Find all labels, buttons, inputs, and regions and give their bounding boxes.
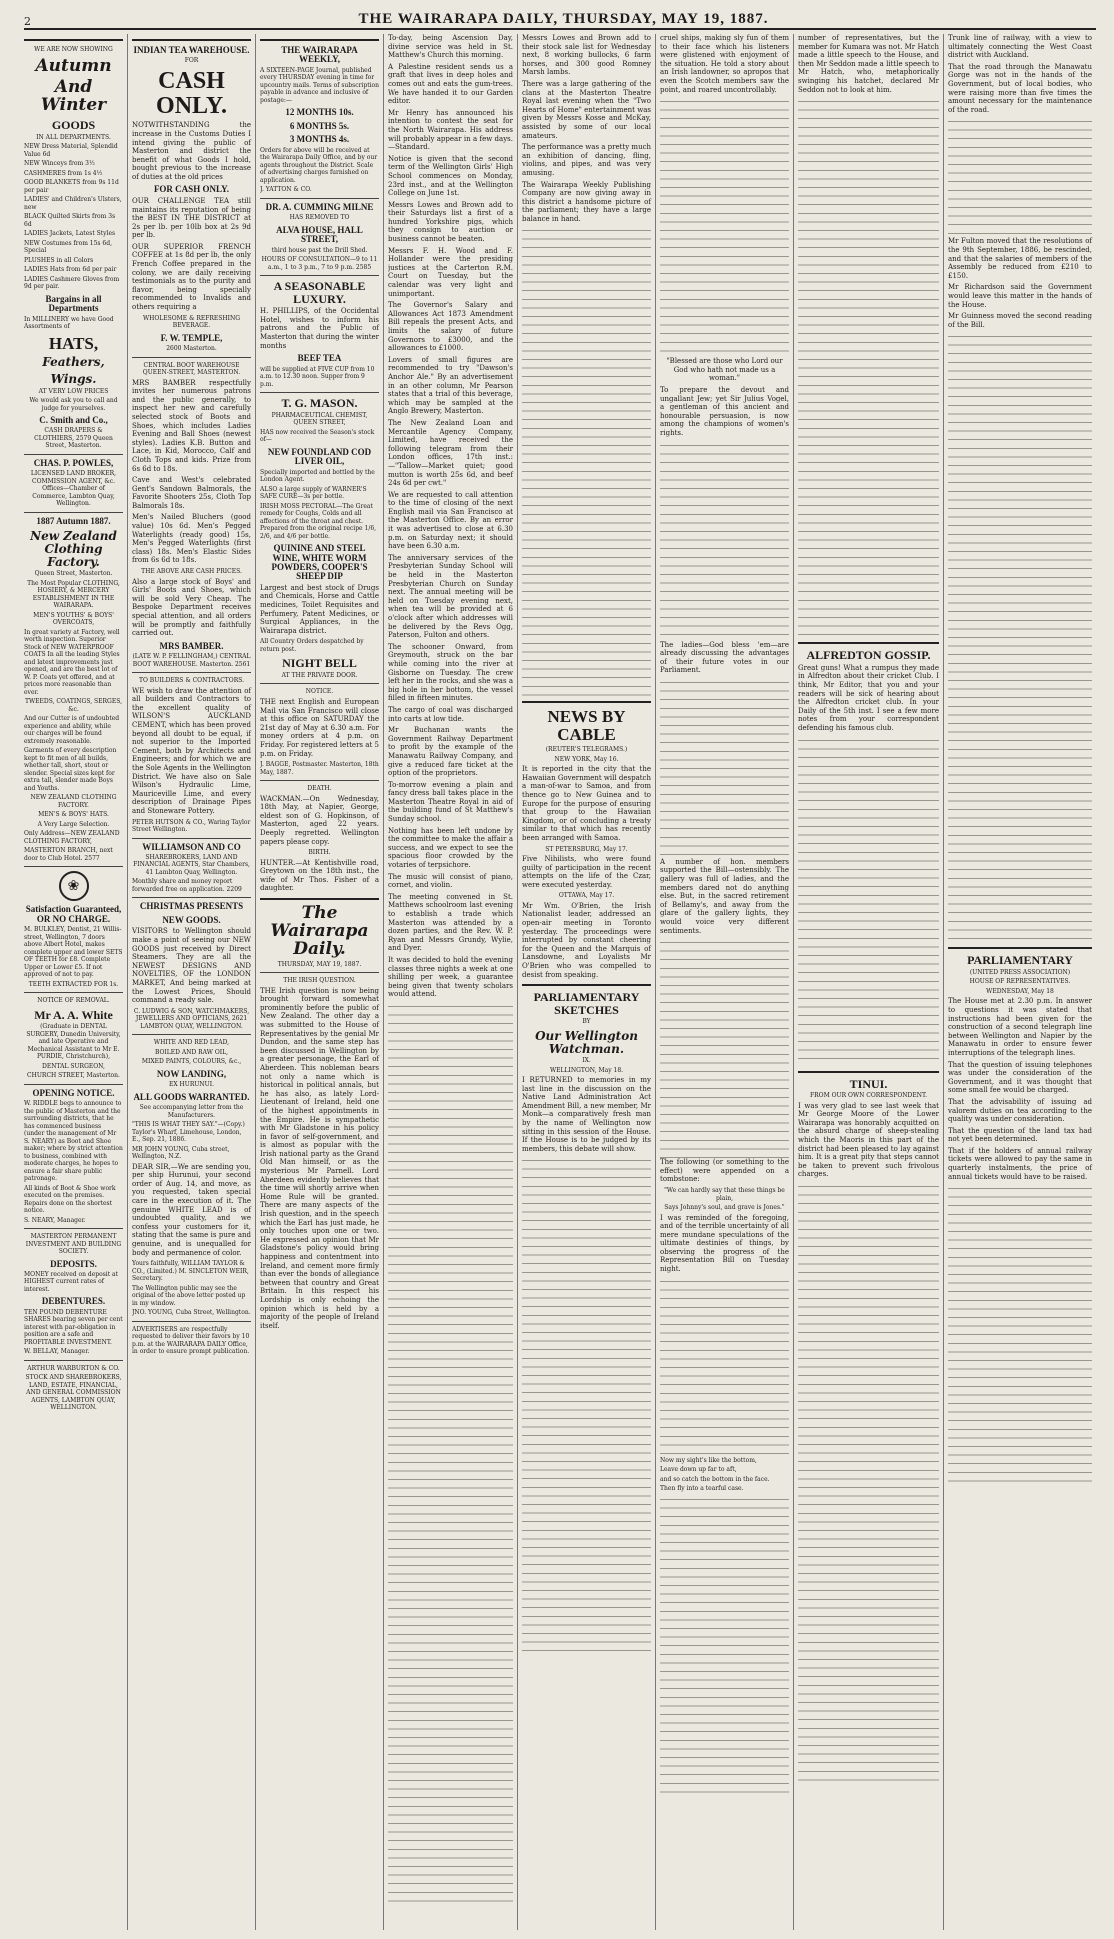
sketch-e: number of representatives, but the member for Kumara was not. Mr Hatch made a little speech to the House, and then Mr Seddon made a little speech to Mr Hatch, who, metaphorically swinging his hatchet, declared Mr Seddon not to look at him. <box>798 34 939 94</box>
ad-bargains: Bargains in all Departments <box>45 293 102 314</box>
column-6 <box>660 34 794 1930</box>
ad-goods: GOODS <box>51 118 96 133</box>
ad-tweeds: TWEEDS, COATINGS, SERGES, &c. <box>24 698 123 713</box>
news-music: The music will consist of piano, cornet, and violin. <box>388 872 513 890</box>
ad-milne: DR. A. CUMMING MILNE <box>265 201 374 212</box>
ad-cod-liver: NEW FOUNDLAND COD LIVER OIL, <box>267 446 372 467</box>
ad-autumn-1887: 1887 Autumn 1887. <box>36 515 111 526</box>
sketches-number: IX. <box>582 1057 591 1065</box>
ad-christmas: CHRISTMAS PRESENTS <box>139 901 244 912</box>
text-continuation <box>388 1002 513 1902</box>
parl-richardson: Mr Richardson said the Government would leave this matter in the hands of the House. <box>948 283 1092 309</box>
text-continuation <box>660 938 789 1158</box>
divider <box>24 866 123 867</box>
seal-icon: ❀ <box>59 871 89 901</box>
ad-6-months: 6 MONTHS 5s. <box>289 120 350 131</box>
ad-weekly: THE WAIRARAPA WEEKLY, <box>281 45 358 65</box>
divider <box>24 454 123 455</box>
ad-temple: F. W. TEMPLE, <box>160 332 223 343</box>
news-palestine: A Palestine resident sends us a graft that lives in deep holes and comes out and eats the gum-trees. We have handed it to our Garden editor. <box>388 62 513 106</box>
ad-clothing-body: In great variety at Factory, well worth inspection. Superior Stock of NEW WATERPROOF COATS In all the leading Styles and latest improvements just opened, and are the best lot of W. P. Coats yet offered, and at prices more reasonable than ever. <box>24 628 120 696</box>
parl-press: (UNITED PRESS ASSOCIATION) <box>969 968 1071 976</box>
ad-hurunui: EX HURUNUI. <box>168 1081 214 1089</box>
ad-bamber-sub: (LATE W. P. FELLINGHAM,) CENTRAL BOOT WAREHOUSE. Masterton. 2561 <box>132 653 251 668</box>
sketches-body: I RETURNED to memories in my last line in the discussion on the Native Land Administration Act Amendment Bill, a new member, Mr Monk—a comparatively fresh man by the name of Wellington now sitting in this session of the House. If the House is to be judged by its members, this debate will show. <box>522 1076 651 1153</box>
text-continuation <box>948 332 1092 942</box>
editorial-body: THE Irish question is now being brought forward somewhat prominently before the public of New Zealand. The other day a was submitted to the House of Representatives by the genial Mr Dundon, and the same step has been discussed in Wellington by a greater personage, the Earl of Aberdeen. This nobleman bears not only a name which is historical in political annals, but he has also, as lately Lord-Lieutenant of Ireland, held one of the highest appointments in the Empire. He is sympathetic with Mr Gladstone in his policy in favor of self-government, and is almost as popular with the Irish national party as the Grand Old Man himself, or as the mysterious Mr Parnell. Lord Aberdeen evidently believes that the time will shortly arrive when Home Rule will be granted. There are many aspects of the Irish question, and in the speech which the Earl has just made, he only touches upon one or two. He expressed an opinion that Mr Gladstone's policy would bring happiness and contentment into Ireland, and cement more firmly than ever the bonds of allegiance between that country and Great Britain. In this respect his Lordship is only echoing the opinion which is held by a majority of the people of Ireland itself. <box>260 986 379 1330</box>
cable-ottawa-date: OTTAWA, May 17. <box>558 892 615 900</box>
ad-warner: ALSO a large supply of WARNER'S SAFE CURE—3s per bottle. <box>260 485 367 501</box>
ad-hours: HOURS OF CONSULTATION—9 to 11 a.m., 1 to 3 p.m., 7 to 9 p.m. 2585 <box>261 256 378 271</box>
ad-heading: WE ARE NOW SHOWING <box>34 46 113 53</box>
ad-builders-text: WE wish to draw the attention of all builders and Contractors to the excellent quality of WILSON'S AUCKLAND CEMENT, which has been proved beyond all doubt to be equal, if not superior to the Imported Cement, both by Architects and Engineers; and for which we are the Sole Agents in the Wellington District. We have also on Sale Wilson's Hydraulic Lime, Mauriceville Lime, and every description of Drainage Pipes and Stoneware Pottery. <box>132 686 251 815</box>
ad-call: We would ask you to call and judge for yourselves. <box>29 397 118 412</box>
ad-temple-sub: 2600 Masterton. <box>166 345 217 353</box>
notice-heading: NOTICE. <box>305 688 334 696</box>
paper-title: THE WAIRARAPA DAILY, THURSDAY, MAY 19, 1887. <box>358 11 769 27</box>
parl-heading: PARLIAMENTARY <box>967 953 1073 968</box>
divider <box>522 701 651 703</box>
masthead <box>24 6 1096 30</box>
sketch-poem-2: Leave down up far to aft, <box>660 1466 737 1474</box>
column-7 <box>798 34 944 1930</box>
divider <box>260 39 379 41</box>
news-stirling: The performance was a pretty much an exhibition of dancing, fling, violins, and pipes, and was very amusing. <box>522 143 652 177</box>
text-continuation <box>948 1184 1092 1484</box>
ad-powles: CHAS. P. POWLES, <box>33 457 114 468</box>
divider <box>260 683 379 684</box>
cable-ny-text: It is reported in the city that the Hawaiian Government will despatch a man-of-war to Samoa, and from thence go to New Guinea and to Europe for the purpose of ensuring that group to the Hawaiian Kingdom, or of concluding a treaty similar to that which has recently been arranged with Samoa. <box>522 765 651 842</box>
news-hollander: Messrs F. H. Wood and F. Hollander were the presiding justices at the Carterton R.M. Court on Tuesday, but the calendar was very light and unimportant. <box>388 246 513 298</box>
ad-cod-liver-sub: Specially imported and bottled by the London Agent. <box>260 468 375 484</box>
ad-warburton: ARTHUR WARBURTON & CO. <box>27 1364 120 1372</box>
ad-order-dept: And our Cutter is of undoubted experience and ability, while our charges will be found extremely reasonable. <box>24 715 120 745</box>
ad-removal: NOTICE OF REMOVAL. <box>37 997 110 1004</box>
ad-12-months: 12 MONTHS 10s. <box>285 107 354 118</box>
ad-deposits: DEPOSITS. <box>50 1258 97 1269</box>
ad-church: CHURCH STREET, Masterton. <box>27 1072 120 1080</box>
parl-house: HOUSE OF REPRESENTATIVES. <box>969 978 1071 986</box>
ad-winter: And Winter <box>40 77 107 116</box>
ad-warburton-sub: STOCK AND SHAREBROKERS, LAND, ESTATE, FINANCIAL, AND GENERAL COMMISSION AGENTS, LAMBTON QUAY, WELLINGTON. <box>25 1374 122 1412</box>
parl-house-body: The House met at 2.30 p.m. In answer to questions it was stated that instructions had been given for the construction of a second telegraph line between Wellington and Napier by the Manawatu in order to ensure fewer interruptions of the telegraph lines. <box>948 997 1092 1057</box>
column-8 <box>948 34 1096 1930</box>
divider <box>132 838 251 839</box>
birth-heading: BIRTH. <box>308 849 331 857</box>
news-masonic: Messrs Lowes and Brown add to their Saturdays list a first of a hundred Yorkshire pigs, which they consign to auction or business cannot be beaten. <box>388 200 513 244</box>
text-continuation <box>660 97 789 357</box>
divider <box>24 512 123 513</box>
sketch-poem-3: and so catch the bottom in the face. <box>660 1475 770 1483</box>
ad-wellington-public: The Wellington public may see the original of the above letter posted up in my window. <box>132 1284 246 1307</box>
cable-stp-date: ST PETERSBURG, May 17. <box>545 845 628 853</box>
ad-largest-stock: Largest and best stock of Drugs and Chemicals, Horse and Cattle medicines, Toilet Requisites and Perfumery, Patent Medicines, or Surgical Appliances, in the Wairarapa district. <box>260 583 379 635</box>
ad-nz-clothing-co: NEW ZEALAND CLOTHING FACTORY. <box>30 794 117 809</box>
sketch-d: I was reminded of the foregoing, and of the terrible uncertainty of all mere mundane speculations of the ultimate destinies of things, by observing the progress of the Representation Bill on Tuesday night. <box>660 1213 789 1274</box>
ad-hats: HATS, <box>48 333 99 353</box>
ad-pharm: PHARMACEUTICAL CHEMIST, QUEEN STREET, <box>271 411 368 427</box>
parl-bruce: That the advisability of issuing ad valorem duties on tea according to the quality was under consideration. <box>948 1097 1092 1124</box>
sketch-poem-1: Now my sight's like the bottom, <box>660 1456 757 1464</box>
ad-central-boot: CENTRAL BOOT WAREHOUSE QUEEN-STREET, MASTERTON. <box>142 361 241 377</box>
divider <box>948 947 1092 949</box>
news-buchanan: Mr Buchanan wants the Government Railway Department to profit by the example of the Manawatu Railway Company, and give a reduced fare ticket at the option of the proprietors. <box>388 726 513 778</box>
ad-debentures-text: TEN POUND DEBENTURE SHARES bearing seven per cent interest with par-obligation in position are a safe and PROFITABLE INVESTMENT. <box>24 1308 123 1346</box>
ad-satisfaction: Satisfaction Guaranteed, OR NO CHARGE. <box>25 904 122 924</box>
cable-ny-date: NEW YORK, May 16. <box>554 755 619 763</box>
ad-front-door: AT THE PRIVATE DOOR. <box>281 671 358 679</box>
divider <box>522 984 651 986</box>
ad-repairs: All kinds of Boot & Shoe work executed on the premises. Repairs done on the shortest notice. <box>24 1184 116 1215</box>
ad-warranted: ALL GOODS WARRANTED. <box>133 1091 250 1102</box>
sketches-heading: PARLIAMENTARY SKETCHES <box>533 990 640 1017</box>
gossip-heading: ALFREDTON GOSSIP. <box>806 648 931 663</box>
notice-bagge: J. BAGGE, Postmaster. Masterton, 18th May, 1887. <box>260 761 379 776</box>
divider <box>260 972 379 973</box>
sketch-ladies: The ladies—God bless 'em—are already discussing the advantages of their future votes in our Parliament. <box>660 640 789 675</box>
parl-manawatu: That the road through the Manawatu Gorge was not in the hands of the Government, but of local bodies, who were raising more than five times the amount necessary for the maintenance of the road. <box>948 62 1092 114</box>
goods-list-2: CASHMERES from 1s 4½ <box>24 169 103 177</box>
text-continuation <box>660 678 789 858</box>
news-anniversary: The anniversary services of the Presbyterian Sunday School will be held in the Masterton Presbyterian Church on Sunday next. The annual meeting will be held on Tuesday evening next, when tea will be provided at 6 o'clock after which addresses will be delivered by the Revs Ogg, Paterson, Fulton and others. <box>388 553 513 640</box>
ad-jno-young: JNO. YOUNG, Cuba Street, Wellington. <box>132 1309 251 1317</box>
column-3 <box>260 34 384 1930</box>
divider <box>24 1084 123 1085</box>
ad-opening: OPENING NOTICE. <box>32 1087 115 1098</box>
ad-for-cash: FOR CASH ONLY. <box>153 184 230 195</box>
ad-williamson: WILLIAMSON AND CO <box>142 841 241 852</box>
divider <box>24 992 123 993</box>
ad-williamson-text: Monthly share and money report forwarded free on application. 2209 <box>132 878 242 893</box>
ad-bamber-body: Also a large stock of Boys' and Girls' Boots and Shoes, which will be sold Very Cheap. The Bespoke Department receives special attention, and all orders will be promptly and faithfully carried out. <box>132 577 251 638</box>
divider <box>132 1321 251 1322</box>
ad-visitors: VISITORS to Wellington should make a point of seeing our NEW GOODS just received by Direct Steamers. They are all the NEWEST DESIGNS AND NOVELTIES, OF the LONDON MARKET, And being marked at the Lowest Prices, Should command a ready sale. <box>132 927 251 1005</box>
news-cargo: The cargo of coal was discharged into carts at low tide. <box>388 705 513 723</box>
ad-yatton: J. YATTON & CO. <box>260 186 312 194</box>
ad-feathers: Feathers, <box>42 355 105 370</box>
divider <box>24 1228 123 1229</box>
column-2 <box>132 34 256 1930</box>
divider <box>132 39 251 41</box>
divider <box>798 642 939 644</box>
tinui-heading: TINUI. <box>849 1076 888 1091</box>
parl-tariff: That the question of the land tax had not yet been determined. <box>948 1126 1092 1144</box>
cable-source: (REUTER'S TELEGRAMS.) <box>545 746 628 754</box>
ad-boys-hats: MEN'S & BOYS' HATS. <box>38 811 109 819</box>
tinui-body: I was very glad to see last week that Mr George Moore of the Lower Wairarapa was honorably acquitted on the absurd charge of sheep-stealing which the Maoris in this part of the district had been pleased to lay against him. It is a great pity that steps cannot be taken to prevent such frivolous charges. <box>798 1101 939 1179</box>
news-schooner: The schooner Onward, from Greymouth, struck on the bar while coming into the river at Gisborne on Tuesday. The crew left her in the rocks, and she was a big hole in her bottom, the vessel filled in fifteen minutes. <box>388 642 513 703</box>
ad-yours: Yours faithfully, WILLIAM TAYLOR & CO., (Limited.) M. SINCLETON WEIR, Secretary. <box>132 1260 249 1283</box>
ad-smith-sub: CASH DRAPERS & CLOTHIERS, 2579 Queen Street, Masterton. <box>34 427 113 450</box>
cable-heading: NEWS BY CABLE <box>547 707 626 745</box>
divider <box>260 198 379 199</box>
goods-list-8: PLUSHES in all Colors <box>24 256 94 264</box>
cable-stp-text: Five Nihilists, who were found guilty of participation in the recent attempts on the life of the Czar, were executed yesterday. <box>522 855 651 889</box>
divider <box>132 357 251 358</box>
ad-testimony: See accompanying letter from the Manufacturers. <box>139 1104 244 1119</box>
ad-powles-sub: LICENSED LAND BROKER, COMMISSION AGENT, &c. Offices—Chamber of Commerce, Lambton Quay, Wellington. <box>30 470 117 508</box>
ad-bank: MASTERTON PERMANENT INVESTMENT AND BUILDING SOCIETY. <box>25 1233 122 1256</box>
ad-beef-tea: BEEF TEA <box>297 353 342 364</box>
ad-white-lead: WHITE AND RED LEAD, <box>153 1039 230 1047</box>
ad-country-orders: All Country Orders despatched by return post. <box>260 638 364 653</box>
text-continuation <box>660 441 789 641</box>
notice-mail: THE next English and European Mail via San Francisco will close at this office on SATURDAY the 21st day of May at 6.30 a.m. For money orders at 4 p.m. on Friday. For registered letters at 5 p.m. on Friday. <box>260 697 379 758</box>
ad-removed: HAS REMOVED TO <box>289 214 350 222</box>
news-meeting: The meeting convened in St. Matthews schoolroom last evening to establish a trade which Masterton was attended by a dozen parties, and the Rev. W. P. Ryan and Messrs Grundy, Wylie, and Dyer. <box>388 892 513 953</box>
sketch-c: A number of hon. members supported the Bill—ostensibly. The gallery was full of ladies, and the members dared not do anything else. But, in the sacred retirement of Bellamy's, and away from the glare of the gallery lights, they would voice very different sentiments. <box>660 857 789 935</box>
ad-autumn: Autumn <box>35 55 112 76</box>
divider <box>260 780 379 781</box>
parl-date: WEDNESDAY, May 18 <box>986 987 1054 995</box>
ad-received: HAS now received the Season's stock of— <box>260 428 375 444</box>
sketch-b: To prepare the devout and ungallant Jew; yet Sir Julius Vogel, a gentleman of this ancient and honourable persuasion, is now among the champions of women's rights. <box>660 385 789 437</box>
ad-letter-head: "THIS IS WHAT THEY SAY."—(Copy.) Taylor's Wharf, Limehouse, London, E., Sep. 21, 1886. <box>132 1121 245 1144</box>
birth-text: HUNTER.—At Kentishville road, Greytown on the 18th inst., the wife of Mr Thos. Fisher of a daughter. <box>260 858 379 893</box>
sketch-poem-4: Then fly into a tearful case. <box>660 1485 744 1493</box>
text-continuation <box>948 117 1092 237</box>
gossip-body: Great guns! What a rumpus they made in Alfredton about their cricket Club. I think, Mr Editor, that you and your readers will be sick of hearing about the Alfredton cricket club. In your Daily of the 5th inst. I see a few more notes from your correspondent defending his famous club. <box>798 663 939 732</box>
ad-third-house: third house past the Drill Shed. <box>271 246 368 254</box>
ad-mr-young: MR JOHN YOUNG, Cuba street, Wellington, N.Z. <box>132 1145 230 1161</box>
sketches-by: BY <box>582 1018 591 1026</box>
ad-wings: Wings. <box>50 371 97 386</box>
news-concert: To-morrow evening a plain and fancy dress ball takes place in the Masterton Theatre Royal in aid of the building fund of St Matthew's Sunday school. <box>388 780 513 824</box>
ad-order-text: Garments of every description kept to fit men of all builds, whether tall, short, stout or slender. Special sizes kept for extra tall, slender made Boys and Youths. <box>24 747 117 792</box>
divider <box>260 275 379 276</box>
text-continuation <box>660 1495 789 1795</box>
sketch-blessed: "Blessed are those who Lord our God who hath not made us a woman." <box>666 357 783 383</box>
ad-ludwig: C. LUDWIG & SON, WATCHMAKERS, JEWELLERS AND OPTICIANS, 2621 LAMBTON QUAY, WELLINGTON. <box>133 1007 250 1030</box>
ad-beef-tea-text: will be supplied at FIVE CUP from 10 a.m. to 12.30 noon. Supper from 9 p.m. <box>260 365 375 388</box>
page-number: 2 <box>24 15 31 28</box>
sketch-a: cruel ships, making sly fun of them to their face which his listeners were glistened with enjoyment of the situation. He told a story about an Irish landowner, so apropos that even the Scotch members saw the point, and roared uncontrollably. <box>660 34 789 94</box>
death-heading: DEATH. <box>307 785 332 793</box>
text-continuation <box>798 97 939 637</box>
goods-list-1: NEW Winceys from 3½ <box>24 160 95 168</box>
ad-irish-moss: IRISH MOSS PECTORAL—The Great remedy for Coughs, Colds and all affections of the throat and chest. Prepared from the original recipe 1/6, 2/6, and 4/6 per bottle. <box>260 502 377 540</box>
ad-alva: ALVA HOUSE, HALL STREET, <box>276 224 363 245</box>
parl-guinness: Mr Guinness moved the second reading of the Bill. <box>948 312 1092 329</box>
ad-only-address: Only Address—NEW ZEALAND CLOTHING FACTORY, <box>24 830 120 845</box>
ad-mason: T. G. MASON. <box>281 396 358 411</box>
ad-mixed: MIXED PAINTS, COLOURS, &c., <box>141 1058 242 1066</box>
goods-list-3: GOOD BLANKETS from 9s 11d per pair <box>24 179 119 194</box>
parl-fulton: Mr Fulton moved that the resolutions of the 9th September, 1886, be rescinded, and that the salaries of members of the Assembly be reduced from £210 to £150. <box>948 237 1092 280</box>
ad-debentures: DEBENTURES. <box>41 1296 106 1307</box>
ad-williamson-sub: SHAREBROKERS, LAND AND FINANCIAL AGENTS, Star Chambers, 41 Lambton Quay, Wellington. <box>133 853 250 876</box>
text-continuation <box>798 736 939 1066</box>
column-4 <box>388 34 518 1930</box>
ad-advertisers: ADVERTISERS are respectfully requested to deliver their favors by 10 p.m. at the WAIRARAPA DAILY Office, in order to ensure prompt publication. <box>132 1325 250 1356</box>
ad-night-bell: NIGHT BELL <box>282 656 357 671</box>
sketches-author: Our Wellington Watchman. <box>535 1028 638 1056</box>
divider <box>798 1071 939 1073</box>
divider <box>24 39 123 41</box>
ad-quinine: QUININE AND STEEL WINE, WHITE WORM POWDERS, COOPER'S SHEEP DIP <box>271 543 368 582</box>
news-gathering: There was a large gathering of the clans at the Masterton Theatre Royal last evening when the "Two Hearts of Home" entertainment was given by Messrs Kosse and McKay, assisted by some of our local amateurs. <box>522 79 651 140</box>
divider <box>260 898 379 900</box>
ad-builders: TO BUILDERS & CONTRACTORS. <box>138 677 245 685</box>
daily-banner: The Wairarapa Daily. <box>270 903 369 959</box>
goods-list-10: LADIES Cashmere Gloves from 9d per pair. <box>24 275 120 291</box>
ad-bulkley: M. BULKLEY, Dentist, 21 Willis-street, Wellington, 7 doors above Albert Hotel, makes complete upper and lower SETS OF TEETH for £8. Complete Upper or Lower £5. If not approved of not to pay. <box>24 926 123 978</box>
news-notice: Notice is given that the second term of the Wellington Girls' High School commences on Monday, 23rd inst., and at the Wellington College on June 1st. <box>388 154 513 198</box>
divider <box>132 1034 251 1035</box>
news-ryan: Mr Henry has announced his intention to contest the seat for the North Wairarapa. His address will probably appear in a few days.—Standard. <box>388 108 513 152</box>
ad-bamber-text: MRS BAMBER respectfully invites her numerous patrons and the public generally, to inspect her new and carefully selected stock of Boots and Shoes, which includes Ladies Evening and Ball Shoes (newest styles). Ladies K.B. Button and Lace, in Kid, Morocco, Calf and Cloth Tops and kids. Prize from 6s 6d to 18s. <box>132 378 251 473</box>
ad-queen-st: Queen Street, Masterton. <box>34 570 113 578</box>
ad-deposits-text: MONEY received on deposit at HIGHEST current rates of interest. <box>24 1270 119 1293</box>
ad-nz-clothing: New Zealand Clothing Factory. <box>30 529 117 569</box>
ad-boiled: BOILED AND RAW OIL, <box>154 1048 229 1056</box>
ad-teeth: TEETH EXTRACTED FOR 1s. <box>28 980 119 988</box>
news-lowes-brown: Messrs Lowes and Brown add to their stock sale list for Wednesday next, 8 working bullocks, 6 farm horses, and 300 good Romney Marsh lambs. <box>522 34 651 77</box>
column-5 <box>522 34 656 1930</box>
news-decided: It was decided to hold the evening classes three nights a week at one shilling per week, a guarantee being given that twenty scholars would attend. <box>388 955 513 999</box>
news-requested: We are requested to call attention to the time of closing of the next English mail via San Francisco at the Masterton Office. By an error it was advertised to close at 6.30 p.m. on Saturday next; it should have been 6.30 a.m. <box>388 490 513 551</box>
goods-list-7: NEW Costumes from 15s 6d, Special <box>24 239 112 255</box>
ad-hutson: PETER HUTSON & CO., Waring Taylor Street Wellington. <box>132 818 251 834</box>
divider <box>132 672 251 673</box>
sketch-verse-2: Says Johnny's soul, and grave is Jones." <box>664 1204 785 1211</box>
ad-dear-sir: DEAR SIR,—We are sending you, per ship Hurunui, your second order of Aug. 14, and move, as you requested, taken special care in the execution of it. The genuine WHITE LEAD is of undoubted quality, and we confess your customers for it, stating that the same is pure and genuine, and is unequalled for body and permanence of color. <box>132 1162 251 1257</box>
ad-smith: C. Smith and Co., <box>39 415 108 426</box>
text-continuation <box>660 1277 789 1457</box>
news-weekly: The Wairarapa Weekly Publishing Company are now giving away in this district a handsome picture of the parliament; they have a large balance in hand. <box>522 180 651 223</box>
news-lovers: Lovers of small figures are recommended to try "Dawson's Anchor Ale." By an advertisement in an other column, Mr Pearson states that a trial of this beverage, which may be sampled at the Anglo Brewery, Masterton. <box>388 355 513 416</box>
ad-cave: Cave and West's celebrated Gent's Sandown Balmorals, the Favorite Shooters 25s, Cloth Top Balmorals 18s. <box>132 476 251 510</box>
goods-list-4: LADIES' and Children's Ulsters, new <box>24 196 122 211</box>
parl-lakes: That if the holders of annual railway tickets were allowed to pay the same in quarterly instalments, the price of annual tickets would have to be raised. <box>948 1146 1092 1181</box>
sketches-date: WELLINGTON, May 18. <box>549 1066 624 1074</box>
ad-indian-tea: INDIAN TEA WAREHOUSE. <box>133 45 250 55</box>
ad-low-prices: AT VERY LOW PRICES <box>38 387 109 395</box>
ad-mens-youths: MEN'S YOUTHS' & BOYS' OVERCOATS, <box>33 611 114 627</box>
sketch-dubonnet: The following (or something to the effect) were appended on a tombstone: <box>660 1158 789 1184</box>
ad-now-landing: NOW LANDING, <box>156 1068 227 1079</box>
divider <box>132 897 251 898</box>
goods-list-6: LADIES Jackets, Latest Styles <box>24 230 116 238</box>
sketch-verse-1: "We can hardly say that these things be plain, <box>664 1187 785 1202</box>
editorial-date: THURSDAY, MAY 19, 1887. <box>277 960 362 968</box>
divider <box>24 1360 123 1361</box>
news-ascension: To-day, being Ascension Day, divine service was held in St. Matthew's Church this morning. <box>388 34 513 60</box>
ad-neary: S. NEARY, Manager. <box>24 1216 86 1224</box>
parl-a: Trunk line of railway, with a view to ultimately connecting the West Coast district with Auckland. <box>948 34 1092 60</box>
ad-3-months: 3 MONTHS 4s. <box>289 134 350 145</box>
ad-white: Mr A. A. White <box>34 1007 113 1022</box>
ad-millinery: In MILLINERY we have Good Assortments of <box>24 315 114 330</box>
ad-same-prices: THE ABOVE ARE CASH PRICES. <box>141 568 242 576</box>
divider <box>260 392 379 393</box>
ad-phillips: H. PHILLIPS, of the Occidental Hotel, wishes to inform his patrons and the Public of Masterton that during the winter months <box>260 307 379 350</box>
text-continuation <box>522 226 651 696</box>
news-nz-loan: The New Zealand Loan and Mercantile Agency Company, Limited, have received the following telegram from their London offices, 17th inst.:—"Tallow—Market quiet; good mutton is worth 25s 6d, and beef 24s 6d per cwt." <box>388 418 513 488</box>
news-attractions: Nothing has been left undone by the committee to make the affair a success, and we expect to see the spacious floor crowded by the votaries of terpsichore. <box>388 826 513 870</box>
text-continuation <box>798 1182 939 1782</box>
ad-clothing-desc: The Most Popular CLOTHING, HOSIERY, & MERCERY ESTABLISHMENT IN THE WAIRARAPA. <box>27 579 120 610</box>
ad-coffee: OUR SUPERIOR FRENCH COFFEE at 1s 8d per lb, the only French Coffee prepared in the colony, we are daily receiving testimonials as to the purity and flavor, being specially recommended to Invalids and others requiring a <box>132 242 251 312</box>
ad-dental: DENTAL SURGEON, <box>42 1062 105 1070</box>
goods-list-5: BLACK Quilted Skirts from 3s 6d <box>24 213 116 228</box>
ad-depts: IN ALL DEPARTMENTS. <box>36 133 111 141</box>
ad-branch: MASTERTON BRANCH, next door to Club Hotel. 2577 <box>24 847 113 862</box>
ad-orders: Orders for above will be received at the Wairarapa Daily Office, and by our agents throughout the District. Scale of advertising charges furnished on application. <box>260 146 378 184</box>
ad-riddle: W. RIDDLE begs to announce to the public of Masterton and the surrounding districts, that he has commenced business (under the management of Mr S. NEARY) as Boot and Shoe maker; where by strict attention to business, combined with moderate charges, he hopes to ensure a fair share public patronage. <box>24 1100 123 1183</box>
column-1 <box>24 34 128 1930</box>
ad-selection: A Very Large Selection. <box>37 820 110 828</box>
tinui-sub: FROM OUR OWN CORRESPONDENT. <box>809 1092 927 1100</box>
ad-weekly-desc: A SIXTEEN-PAGE Journal, published every THURSDAY evening in time for upcountry mails. Terms of subscription payable in advance and inclusive of postage:— <box>260 66 380 104</box>
cable-ottawa-text: Mr Wm. O'Brien, the Irish Nationalist leader, addressed an open-air meeting in Toronto yesterday. The proceedings were interrupted by constant cheering for the Queen and the Marquis of Lansdowne, and Loyalists Mr O'Brien who was compelled to desist from speaking. <box>522 901 651 979</box>
editorial-heading: THE IRISH QUESTION. <box>283 977 356 985</box>
ad-wholesome: WHOLESOME & REFRESHING BEVERAGE. <box>142 314 241 330</box>
ad-mens-riveted: Men's Nailed Bluchers (good value) 10s 6d. Men's Pegged Waterlights (ready good) 15s, Men's Pegged Waterlights (first class) 18s. Men's Elastic Sides from 6s 6d to 18s. <box>132 513 251 565</box>
goods-list-9: LADIES Hats from 6d per pair <box>24 266 117 274</box>
news-government: The Governor's Salary and Allowances Act 1873 Amendment Bill repeals the present Acts, and limits the salary of future Governors to £3000, and the allowances to £1000. <box>388 301 513 353</box>
columns <box>24 34 1100 1930</box>
ad-tea-notice: NOTWITHSTANDING the increase in the Customs Duties I intend giving the public of Masterton and district the benefit of what Goods I hold, bought previous to the increase of duties at the old prices <box>132 121 251 181</box>
ad-mrs-bamber: MRS BAMBER. <box>159 640 224 651</box>
ad-seasonable: A SEASONABLE LUXURY. <box>273 279 366 306</box>
text-continuation <box>522 1156 651 1656</box>
death-text: WACKMAN.—On Wednesday, 18th May, at Napier, George, eldest son of G. Hopkinson, of Masterton, aged 22 years. Deeply regretted. Wellington papers please copy. <box>260 794 379 846</box>
ad-new-goods: NEW GOODS. <box>162 914 221 925</box>
ad-for: FOR <box>184 57 199 65</box>
ad-white-sub: (Graduate in DENTAL SURGERY, Dunedin University, and late Operative and Mechanical Assistant to Mr E. PURDIE, Christchurch), <box>26 1023 121 1061</box>
ad-cash-only: CASH ONLY. <box>156 67 227 120</box>
goods-list-0: NEW Dress Material, Splendid Value 6d <box>24 143 118 158</box>
ad-bellay: W. BELLAY, Manager. <box>24 1348 90 1356</box>
ad-challenge: OUR CHALLENGE TEA still maintains its reputation of being the BEST IN THE DISTRICT at 2s per lb. per 10lb box at 2s 9d per lb. <box>132 196 251 240</box>
parl-bradshaw: That the question of issuing telephones was under the consideration of the Government, and it was thought that some small fee would be charged. <box>948 1060 1092 1095</box>
